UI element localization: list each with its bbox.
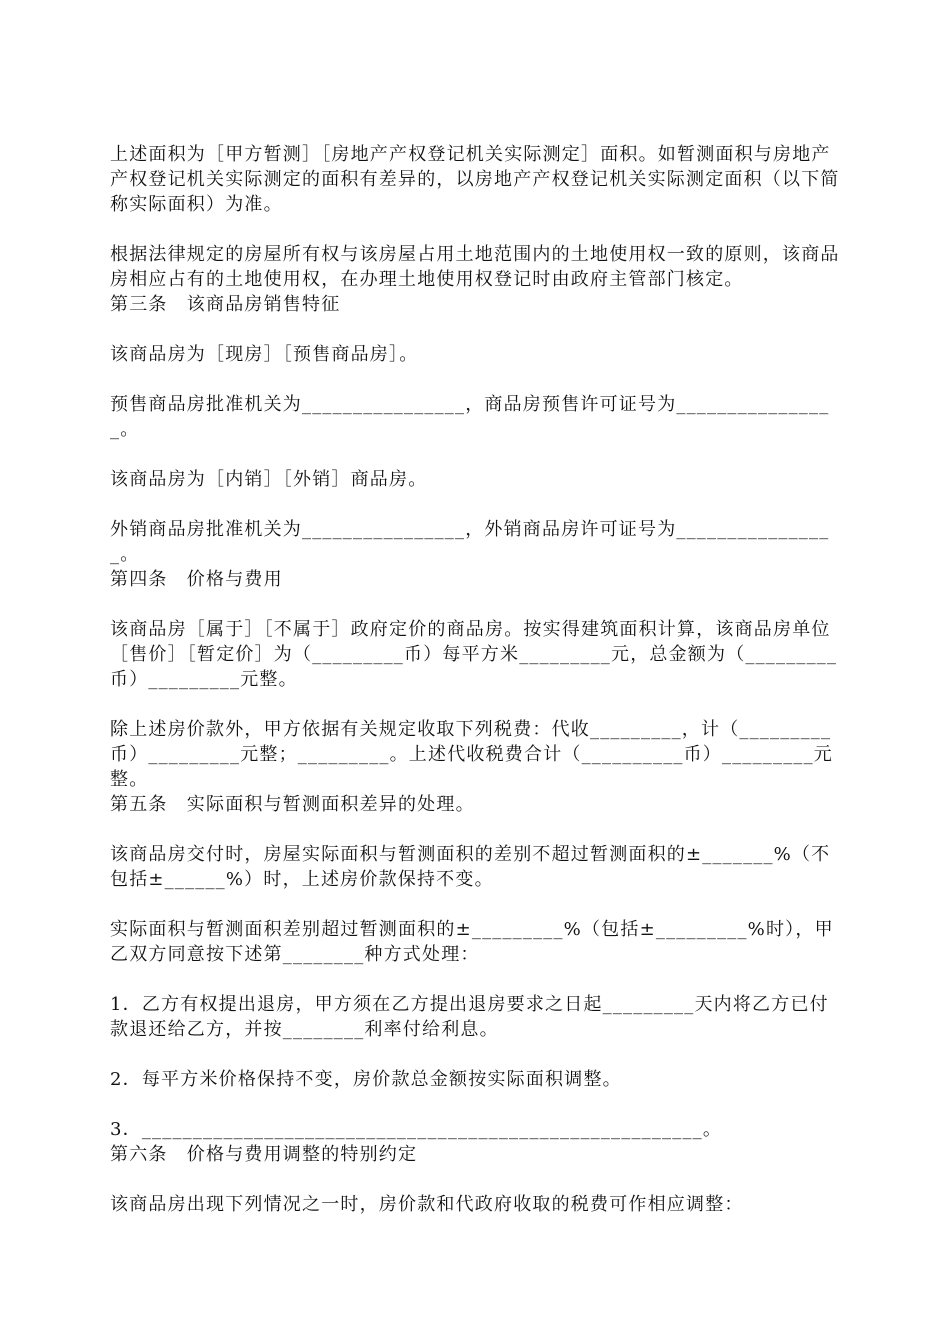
paragraph-taxes-fees: 除上述房价款外，甲方依据有关规定收取下列税费：代收_________，计（_________币）_________元整；_________。上述代收税费合计（__________币）_________元整。 — [110, 719, 833, 790]
paragraph-option-3: 3．_______________________________________________________。 — [110, 1119, 723, 1140]
paragraph-option-1: 1．乙方有权提出退房，甲方须在乙方提出退房要求之日起_________天内将乙方已付款退还给乙方，并按________利率付给利息。 — [110, 994, 829, 1040]
paragraph-land-use-right: 根据法律规定的房屋所有权与该房屋占用土地范围内的土地使用权一致的原则，该商品房相应占有的土地使用权，在办理土地使用权登记时由政府主管部门核定。 — [110, 244, 840, 290]
article-3-heading: 第三条 该商品房销售特征 — [110, 294, 341, 315]
paragraph-price: 该商品房［属于］［不属于］政府定价的商品房。按实得建筑面积计算，该商品房单位［售价］［暂定价］为（_________币）每平方米_________元，总金额为（_________币）_________元整。 — [110, 619, 838, 690]
article-5-heading: 第五条 实际面积与暂测面积差异的处理。 — [110, 794, 475, 815]
paragraph-area-basis: 上述面积为［甲方暂测］［房地产产权登记机关实际测定］面积。如暂测面积与房地产产权登记机关实际测定的面积有差异的，以房地产产权登记机关实际测定面积（以下简称实际面积）为准。 — [110, 144, 840, 215]
article-4-heading: 第四条 价格与费用 — [110, 569, 283, 590]
paragraph-house-type: 该商品房为［现房］［预售商品房］。 — [110, 344, 419, 365]
paragraph-price-adjustment: 该商品房出现下列情况之一时，房价款和代政府收取的税费可作相应调整： — [110, 1194, 744, 1215]
document-body — [110, 142, 842, 1217]
paragraph-option-2: 2．每平方米价格保持不变，房价款总金额按实际面积调整。 — [110, 1069, 622, 1090]
paragraph-presale-approval: 预售商品房批准机关为________________，商品房预售许可证号为________________。 — [110, 394, 830, 440]
article-6-heading: 第六条 价格与费用调整的特别约定 — [110, 1144, 418, 1165]
paragraph-area-exceed: 实际面积与暂测面积差别超过暂测面积的±_________%（包括±_________%时），甲乙双方同意按下述第________种方式处理： — [110, 919, 834, 965]
paragraph-area-tolerance: 该商品房交付时，房屋实际面积与暂测面积的差别不超过暂测面积的±_______%（不包括±______%）时，上述房价款保持不变。 — [110, 844, 831, 890]
paragraph-sale-market: 该商品房为［内销］［外销］商品房。 — [110, 469, 428, 490]
paragraph-export-approval: 外销商品房批准机关为________________，外销商品房许可证号为________________。 — [110, 519, 830, 565]
